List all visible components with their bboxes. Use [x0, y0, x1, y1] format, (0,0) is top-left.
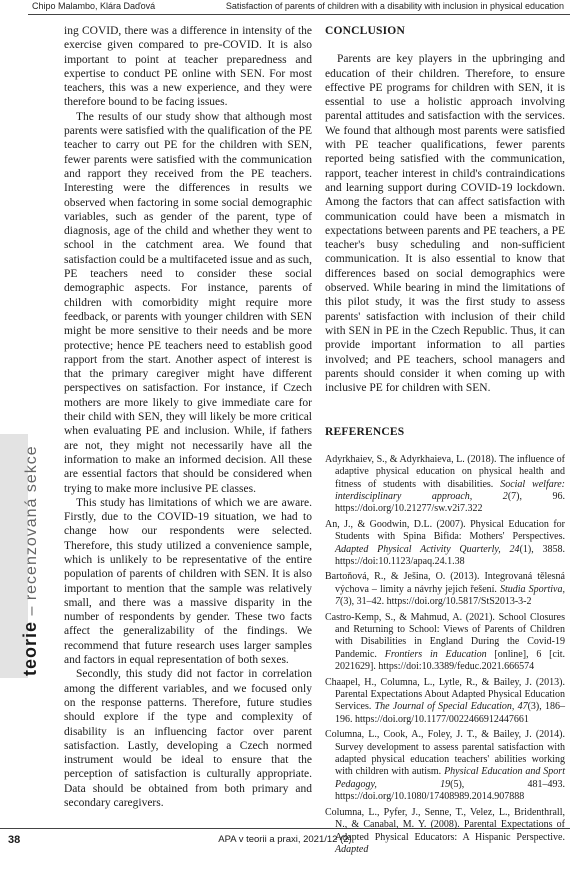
section-label-rest: – recenzovaná sekce: [23, 445, 40, 621]
header-rule: [28, 14, 570, 15]
section-label-strong: teorie: [20, 620, 40, 676]
reference-item: Columna, L., Pyfer, J., Senne, T., Velez, L., Bridenthrall, N., & Canabal, M. Y. (2008). Parental Expectations of Adapted Physical Educators: A Hispanic Perspective. Adapted: [325, 806, 565, 855]
left-column: [64, 24, 312, 810]
running-header-authors: Chipo Malambo, Klára Daďová: [32, 1, 156, 11]
conclusion-heading: CONCLUSION: [325, 25, 405, 37]
reference-item: Castro-Kemp, S., & Mahmud, A. (2021). School Closures and Returning to School: Views of Parents of Children with Disabilities in England During the Covid-19 Pandemic. Frontiers in Education [online], 6 [cit. 2021629]. https://doi:10.3389/feduc.2021.666574: [325, 611, 565, 673]
reference-item: An, J., & Goodwin, D.L. (2007). Physical Education for Students with Spina Bifida: Mothers' Perspectives. Adapted Physical Activity Quarterly, 24(1), 3858. https://doi:10.1123/apaq.24.1.38: [325, 518, 565, 567]
body-paragraph: This study has limitations of which we are aware. Firstly, due to the COVID-19 situation, we had to change how our respondents were selected. Therefore, this study utilized a convenience sample, which is unlikely to be representative of the entire population of parents of children with SEN. It is also important to mention that the sample was relatively small, and there was a massive disparity in the number of respondents by gender. These two facts affect the generalizability of the findings. We recommend that future research uses larger samples and factors in equal representation of both sexes.: [64, 496, 312, 667]
reference-item: Bartoňová, R., & Ješina, O. (2013). Integrovaná tělesná výchova – limity a návrhy jejich řešení. Studia Sportiva, 7(3), 31–42. https://doi.org/10.5817/StS2013-3-2: [325, 571, 565, 608]
section-label: [20, 445, 41, 676]
reference-item: Chaapel, H., Columna, L., Lytle, R., & Bailey, J. (2013). Parental Expectations About Adapted Physical Education Services. The Journal of Special Education, 47(3), 186–196. https://doi.org/10.1177/0022466912447661: [325, 676, 565, 725]
journal-citation: APA v teorii a praxi, 2021/12 (2): [218, 834, 352, 845]
reference-list: [325, 454, 565, 857]
reference-item: Columna, L., Cook, A., Foley, J. T., & Bailey, J. (2014). Survey development to assess parental satisfaction with adapted physical education teachers' abilities working with children with autism. Physical Education and Sport Pedagogy, 19(5), 481–493. https://doi.org/10.1080/17408989.2014.907888: [325, 729, 565, 803]
footer-rule: [0, 828, 570, 829]
running-header-title: Satisfaction of parents of children with a disability with inclusion in physical education: [225, 1, 564, 11]
body-paragraph: The results of our study show that although most parents were satisfied with the qualification of the PE teacher to carry out PE for the children with SEN, fewer parents were satisfied with the communication and rapport they received from the PE teachers. Interesting were the differences in results we observed when factoring in some social demographic variables, such as gender of the parent, type of diagnosis, age of the child and whether they went to school in the catchment area. We found that satisfaction could be a multifaceted issue and as such, PE teachers need to consider these social demographic aspects. For instance, parents of children with comorbidity might require more feedback, or parents with younger children with SEN might be more sensitive to their needs and be more protective; hence PE teachers need to establish good rapport from the start. Another aspect of interest is that the primary caregiver might have different perspectives on satisfaction. For instance, if Czech mothers are more likely to give immediate care for their child with SEN, they will likely be more critical when evaluating PE and inclusion. While, if fathers are not, they might not necessarily have all the information to make an informed decision. All these are essential factors that should be considered when trying to make more inclusive PE classes.: [64, 110, 312, 495]
reference-item: Adyrkhaiev, S., & Adyrkhaieva, L. (2018). The influence of adaptive physical education on physical health and fitness of students with disabilities. Social welfare: interdisciplinary approach, 2(7), 96. https://doi.org/10.21277/sw.v2i7.322: [325, 453, 566, 515]
references-heading: REFERENCES: [325, 426, 405, 439]
body-paragraph: ing COVID, there was a difference in intensity of the exercise given compared to pre-COVID. It is also important to point at teacher preparedness and expertise to conduct PE online with SEN. For most teachers, this was a new experience, and they were therefore bound to be facing issues.: [64, 25, 312, 109]
conclusion-paragraph: Parents are key players in the upbringing and education of their children. Therefore, to ensure effective PE programs for children with SEN, it is essential to use a holistic approach involving parental attitudes and satisfaction with the services. We found that although most parents were satisfied with PE teacher qualifications, fewer parents reported being satisfied with the communication, rapport, teacher interest in child's contraindications and learning support during COVID-19 lockdown. Among the factors that can affect satisfaction with communication could have been a mismatch in expectations between parents and PE teachers, a PE teacher's busy scheduling and non-sufficient communication. It is also essential to know that differences based on social demographics were observed. While bearing in mind the limitations of this pilot study, it was the first study to assess parents' satisfaction with inclusion of their child with SEN in PE in the Czech Republic. Thus, it can provide important information to all parties involved; and PE teachers, school managers and parents should consider it when coming up with inclusive PE for children with SEN.: [325, 53, 565, 395]
right-column: [325, 24, 565, 859]
page-number: 38: [8, 834, 21, 846]
body-paragraph: Secondly, this study did not factor in correlation among the different variables, and we focused only on the response patterns. Therefore, future studies should explore if the type and complexity of disability is an influencing factor over parent satisfaction. Lastly, developing a Czech normed instrument would be ideal to ensure that the perception of satisfaction is culturally appropriate. Data should be obtained from both primary and secondary caregivers.: [64, 668, 312, 810]
